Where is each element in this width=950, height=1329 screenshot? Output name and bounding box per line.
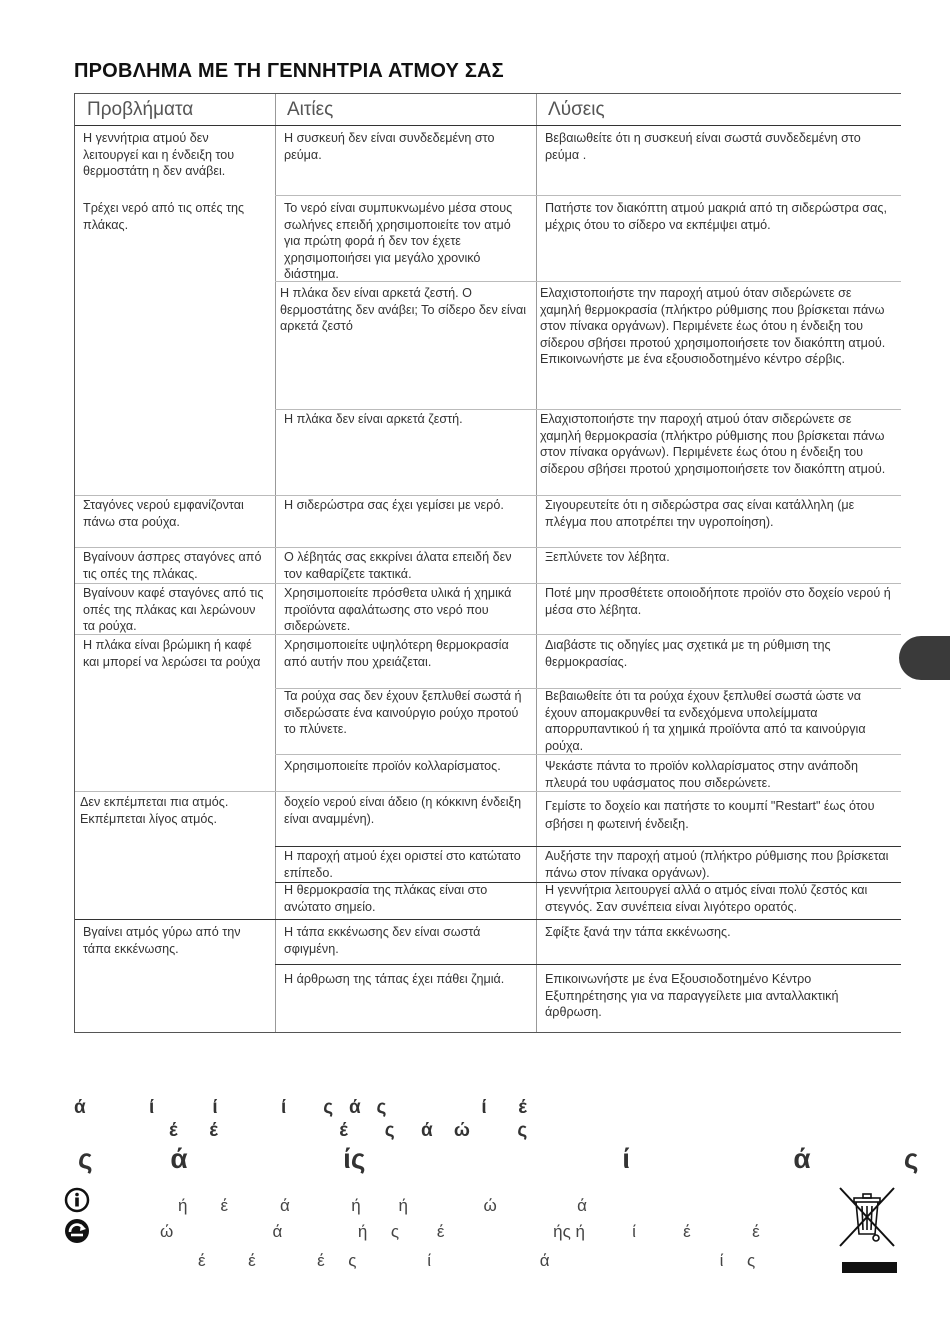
recycle-arrow-icon <box>64 1218 90 1244</box>
column-divider <box>536 94 537 1032</box>
problem-cell: Η γεννήτρια ατμού δεν λειτουργεί και η ένδειξη του θερμοστάτη η δεν ανάβει. <box>83 131 235 179</box>
cause-cell: Η συσκευή δεν είναι συνδεδεμένη στο ρεύμα. <box>284 131 495 162</box>
solution-cell: Βεβαιωθείτε ότι η συσκευή είναι σωστά συνδεδεμένη στο ρεύμα . <box>545 131 861 162</box>
weee-bar <box>842 1262 897 1273</box>
cause-cell: δοχείο νερού είναι άδειο (η κόκκινη ένδειξη είναι αναμμένη). <box>284 795 522 826</box>
troubleshooting-table <box>74 93 901 1033</box>
header-problems: Προβλήματα <box>87 99 194 120</box>
solution-cell: Αυξήστε την παροχή ατμού (πλήκτρο ρύθμισης που βρίσκεται πάνω στον πίνακα οργάνων). <box>545 849 889 880</box>
cause-cell: Ο λέβητάς σας εκκρίνει άλατα επειδή δεν τον καθαρίζετε τακτικά. <box>284 550 512 581</box>
page-title: ΠΡΟΒΛΗΜΑ ΜΕ ΤΗ ΓΕΝΝΗΤΡΙΑ ΑΤΜΟΥ ΣΑΣ <box>74 60 504 82</box>
problem-cell: Σταγόνες νερού εμφανίζονται πάνω στα ρούχα. <box>83 498 244 529</box>
sub-row-separator <box>275 409 901 410</box>
problem-cell: Βγαίνουν άσπρες σταγόνες από τις οπές της πλάκας. <box>83 550 262 581</box>
cause-cell: Τα ρούχα σας δεν έχουν ξεπλυθεί σωστά ή σιδερώσατε ένα καινούργιο ρούχο προτού το πλύνετε. <box>284 689 522 737</box>
solution-cell: Σφίξτε ξανά την τάπα εκκένωσης. <box>545 925 731 939</box>
problem-cell: Βγαίνουν καφέ σταγόνες από τις οπές της πλάκας και λερώνουν τα ρούχα. <box>83 586 264 634</box>
environment-recycle-text: έ έ έ ς ί ά ί ς <box>198 1251 756 1270</box>
cause-cell: Η πλάκα δεν είναι αρκετά ζεστή. Ο θερμοστάτης δεν ανάβει; Το σίδερο δεν είναι αρκετά ζεστό <box>280 286 527 334</box>
cause-cell: Η παροχή ατμού έχει οριστεί στο κατώτατο επίπεδο. <box>284 849 521 880</box>
environment-recycle-text: ώ ά ή ς έ ής ή ί έ έ <box>160 1222 760 1241</box>
cause-cell: Χρησιμοποιείτε πρόσθετα υλικά ή χημικά προϊόντα αφαλάτωσης στο νερό που σιδερώνετε. <box>284 586 512 634</box>
environment-heading-line: έ έ έ ς ά ώ ς <box>74 1120 528 1141</box>
problem-cell: Τρέχει νερό από τις οπές της πλάκας. <box>83 201 245 232</box>
solution-cell: Διαβάστε τις οδηγίες μας σχετικά με τη ρύθμιση της θερμοκρασίας. <box>545 638 831 669</box>
environment-info-text: ή έ ά ή ή ώ ά <box>178 1196 587 1215</box>
solution-cell: Ψεκάστε πάντα το προϊόν κολλαρίσματος στην ανάποδη πλευρά του υφάσματος που σιδερώνετε. <box>545 759 859 790</box>
solution-cell: Ελαχιστοποιήστε την παροχή ατμού όταν σιδερώνετε σε χαμηλή θερμοκρασία (πλήκτρο ρύθμισης που βρίσκεται πάνω στον πίνακα οργάνων). Περιμένετε έως ότου η ένδειξη του σίδερου σβήσει προτού χρησιμοποιήσετε τον διακόπτη ατμού. Επικοινωνήστε με ένα εξουσιοδοτημένο κέντρο σέρβις. <box>540 286 886 367</box>
solution-cell: Πατήστε τον διακόπτη ατμού μακριά από τη σιδερώστρα σας, μέχρις ότου το σίδερο να εκπέμψει ατμό. <box>545 201 887 232</box>
cause-cell: Η άρθρωση της τάπας έχει πάθει ζημιά. <box>284 972 505 986</box>
environment-heading-line: ά ί ί ί ς ά ς ί έ <box>74 1097 527 1118</box>
cause-cell: Η θερμοκρασία της πλάκας είναι στο ανώτατο σημείο. <box>284 883 488 914</box>
cause-cell: Η σιδερώστρα σας έχει γεμίσει με νερό. <box>284 498 504 512</box>
sub-row-separator <box>275 964 901 965</box>
row-separator <box>75 583 901 584</box>
solution-cell: Βεβαιωθείτε ότι τα ρούχα έχουν ξεπλυθεί σωστά ώστε να έχουν απομακρυνθεί τα ενδεχόμενα υπολείμματα απορρυπαντικού ή τα χημικά προϊόντα από τα καινούργια ρούχα. <box>545 689 866 753</box>
row-separator <box>75 495 901 496</box>
solution-cell: Η γεννήτρια λειτουργεί αλλά ο ατμός είναι πολύ ζεστός και στεγνός. Σαν συνέπεια είναι λιγότερο ορατός. <box>545 883 868 914</box>
header-causes: Αιτίες <box>287 99 334 120</box>
cause-cell: Η τάπα εκκένωσης δεν είναι σωστά σφιγμένη. <box>284 925 481 956</box>
solution-cell: Ξεπλύνετε τον λέβητα. <box>545 550 670 564</box>
problem-cell: Βγαίνει ατμός γύρω από την τάπα εκκένωσης. <box>83 925 241 956</box>
header-separator <box>75 125 901 126</box>
problem-cell: Δεν εκπέμπεται πια ατμός. Εκπέμπεται λίγος ατμός. <box>80 795 229 826</box>
column-divider <box>275 94 276 1032</box>
sub-row-separator <box>275 195 901 196</box>
crossed-out-bin-icon <box>836 1184 898 1250</box>
problem-cell: Η πλάκα είναι βρώμικη ή καφέ και μπορεί να λερώσει τα ρούχα <box>83 638 261 669</box>
section-tab <box>899 636 950 680</box>
header-solutions: Λύσεις <box>548 99 605 120</box>
solution-cell: Ποτέ μην προσθέτετε οποιοδήποτε προϊόν στο δοχείο νερού ή μέσα στο λέβητα. <box>545 586 891 617</box>
solution-cell: Σιγουρευτείτε ότι η σιδερώστρα σας είναι κατάλληλη (με πλέγμα που αποτρέπει την υγροποίηση). <box>545 498 855 529</box>
sub-row-separator <box>275 846 901 847</box>
solution-cell: Γεμίστε το δοχείο και πατήστε το κουμπί "Restart" έως ότου σβήσει η φωτεινή ένδειξη. <box>545 799 875 831</box>
cause-cell: Χρησιμοποιείτε προϊόν κολλαρίσματος. <box>284 759 501 773</box>
solution-cell: Επικοινωνήστε με ένα Εξουσιοδοτημένο Κέντρο Εξυπηρέτησης για να παραγγείλετε μια ανταλλακτική άρθρωση. <box>545 972 839 1020</box>
environment-title: ς ά ίς ί ά ς <box>78 1143 919 1174</box>
row-separator <box>75 919 901 920</box>
cause-cell: Το νερό είναι συμπυκνωμένο μέσα στους σωλήνες επειδή χρησιμοποιείτε τον ατμό για πρώτη φορά ή δεν τον έχετε χρησιμοποιήσει για μεγάλο χρονικό διάστημα. <box>284 201 513 282</box>
cause-cell: Χρησιμοποιείτε υψηλότερη θερμοκρασία από αυτήν που χρειάζεται. <box>284 638 509 669</box>
row-separator <box>75 547 901 548</box>
info-icon <box>64 1187 90 1213</box>
cause-cell: Η πλάκα δεν είναι αρκετά ζεστή. <box>284 412 463 426</box>
solution-cell: Ελαχιστοποιήστε την παροχή ατμού όταν σιδερώνετε σε χαμηλή θερμοκρασία (πλήκτρο ρύθμισης που βρίσκεται πάνω στον πίνακα οργάνων). Περιμένετε έως ότου η ένδειξη του σίδερου σβήσει προτού χρησιμοποιήσετε τον διακόπτη ατμού. <box>540 412 886 476</box>
